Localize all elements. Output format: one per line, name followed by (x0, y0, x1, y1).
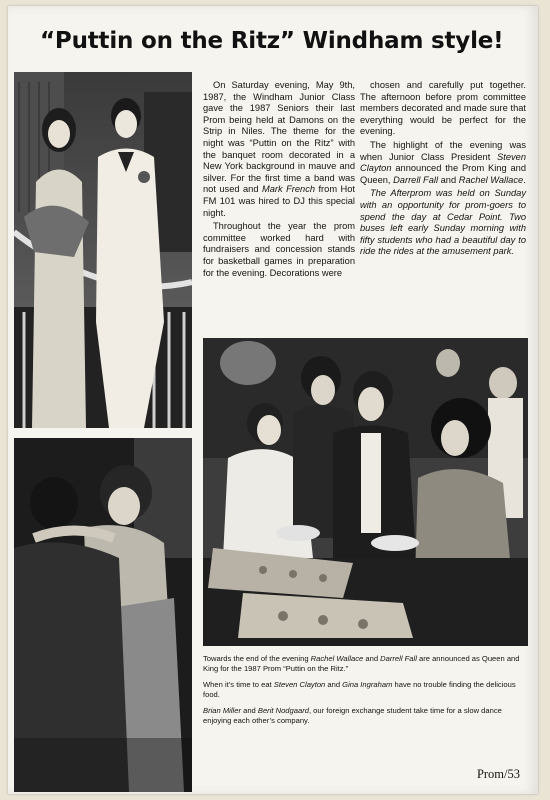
text-run: and (240, 706, 258, 715)
text-run: have no trouble finding the delicious food. (203, 680, 516, 699)
photo-slow-dance (14, 438, 192, 792)
italic-name: Gina Ingraham (342, 680, 393, 689)
text-run: On Saturday evening, May 9th, 1987, the Windham Junior Class gave the 1987 Seniors their last Prom being held at Damons on the Strip in Niles. The theme for the night was “Puttin on the Ritz” with the banquet room decorated in a New York background in mauve and silver. For the first time a band was not used and (203, 80, 355, 195)
text-run: Throughout the year the prom committee worked hard with fundraisers and concession stands for basketball games in preparation for the evening. Decorations were (203, 221, 355, 278)
text-run: from Hot FM 101 was hired to DJ this special night. (203, 184, 355, 218)
italic-name: Darrell Fall (380, 654, 417, 663)
photo-prom-queen-king (14, 72, 192, 428)
italic-name: Steven Clayton (273, 680, 326, 689)
story-paragraph (360, 140, 526, 186)
photo-buffet-line (203, 338, 528, 646)
text-run: The highlight of the evening was when Junior Class President (360, 139, 526, 162)
photo-captions (203, 654, 528, 732)
text-run: , our foreign exchange student take time for a slow dance enjoying each other’s company. (203, 706, 502, 725)
story-column-2 (360, 80, 526, 258)
headline: “Puttin on the Ritz” Windham style! (40, 28, 504, 54)
story-paragraph (203, 80, 355, 219)
story-paragraph (203, 221, 355, 279)
story-column-1 (203, 80, 355, 279)
page-folio: Prom/53 (476, 767, 520, 781)
yearbook-page (8, 6, 538, 794)
text-run: are announced as Queen and King for the 1987 Prom “Puttin on the Ritz.” (203, 654, 520, 673)
text-run: and (363, 654, 381, 663)
italic-name: Brian Miller (203, 706, 241, 715)
italic-name: Darrell Fall (393, 174, 439, 185)
italic-name: Mark French (261, 184, 316, 195)
text-run: . (523, 174, 526, 185)
italic-name: Rachel Wallace (310, 654, 364, 663)
italic-name: The Afterprom was held on Sunday with an opportunity for prom-goers to spend the day at Cedar Point. Two buses left early Sunday morning with fifty students who had a beautiful day to ride the rides at the amusement park. (360, 188, 526, 257)
italic-name: Rachel Wallace (458, 174, 524, 185)
italic-name: Berit Nodgaard (257, 706, 309, 715)
photo-caption (203, 680, 528, 700)
italic-name: Steven Clayton (360, 151, 526, 174)
story-paragraph (360, 188, 526, 258)
photo-caption (203, 654, 528, 674)
text-run: and (325, 680, 343, 689)
text-run: When it’s time to eat (203, 680, 274, 689)
story-paragraph (360, 80, 526, 138)
text-run: chosen and carefully put together. The afternoon before prom committee members decorated and made sure that everything would be perfect for the evening. (360, 80, 526, 137)
text-run: announced the Prom King and Queen, (360, 163, 526, 185)
text-run: and (438, 174, 459, 185)
photo-caption (203, 706, 528, 726)
text-run: Towards the end of the evening (203, 654, 311, 663)
